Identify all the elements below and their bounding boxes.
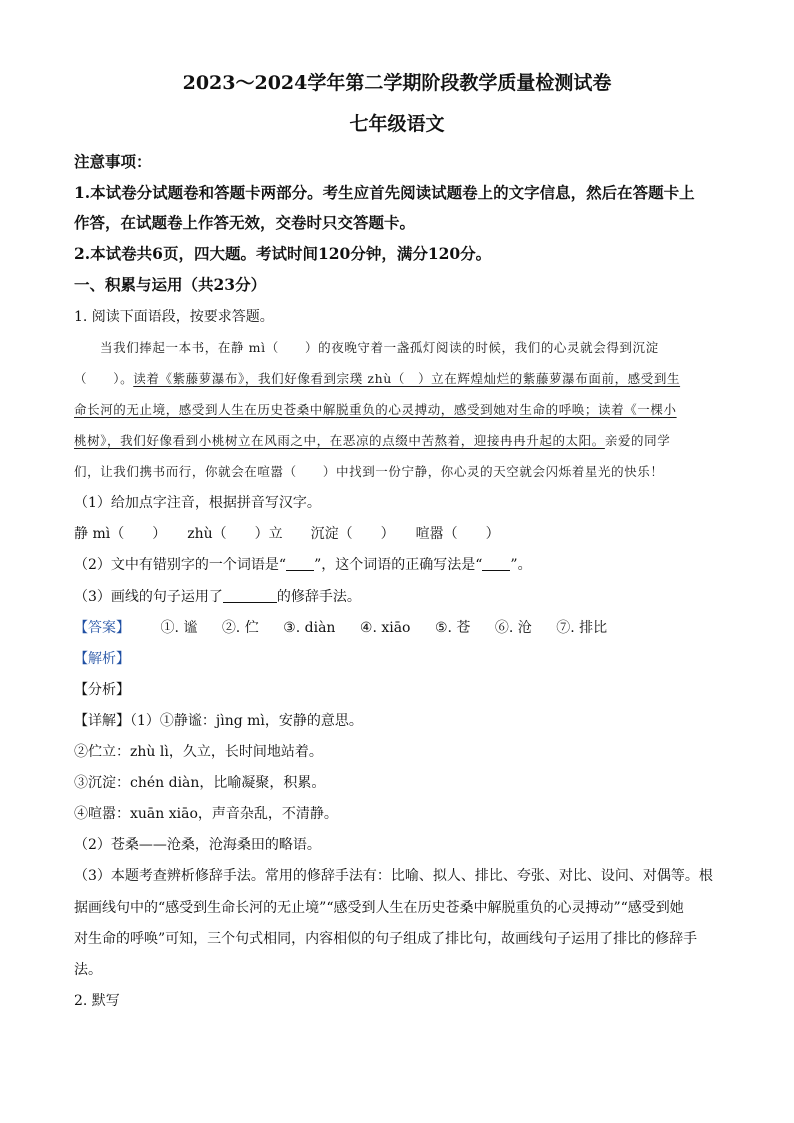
underlined-sentence: 读着《紫藤萝瀑布》，我们好像看到宗璞 zhù（ ）立在辉煌灿烂的紫藤萝瀑布面前，感受到生 [133, 371, 681, 386]
passage-line-4 [74, 431, 670, 451]
notice-item-1-line-1: 1.本试卷分试题卷和答题卡两部分。考生应首先阅读试题卷上的文字信息，然后在答题卡上 [74, 183, 695, 202]
detail-line-3: ③沉淀：chén diàn，比喻凝聚，积累。 [74, 775, 326, 791]
question-1-stem: 1. 阅读下面语段，按要求答题。 [74, 309, 274, 325]
passage-line-1: 当我们捧起一本书，在静 mì（ ）的夜晚守着一盏孤灯阅读的时候，我们的心灵就会得到沉淀 [100, 340, 659, 355]
passage-line-3: 命长河的无止境，感受到人生在历史苍桑中解脱重负的心灵搏动，感受到她对生命的呼唤；读着《一棵小 [74, 402, 677, 417]
detail-line-7: 据画线句中的“感受到生命长河的无止境”“感受到人生在历史苍桑中解脱重负的心灵搏动”“感受到她 [74, 900, 684, 916]
detail-line-9: 法。 [74, 962, 102, 978]
fenxi-label: 【分析】 [74, 682, 130, 698]
answer-item: ⑦. 排比 [556, 620, 608, 636]
answer-item: ②. 伫 [221, 620, 259, 636]
answer-item: ①. 谧 [160, 620, 198, 636]
notice-item-2: 2.本试卷共6页，四大题。考试时间120分钟，满分120分。 [74, 244, 492, 263]
answer-blank [286, 556, 314, 571]
answer-item: ④. xiāo [359, 620, 411, 636]
question-2-stem: 2. 默写 [74, 993, 120, 1009]
passage-line-2 [74, 369, 680, 389]
detail-line-6: （3）本题考查辨析修辞手法。常用的修辞手法有：比喻、拟人、排比、夸张、对比、设问、对偶等。根 [74, 868, 713, 884]
detail-line-4: ④喧嚣：xuān xiāo，声音杂乱，不清静。 [74, 806, 338, 822]
answer-item: ③. diàn [283, 620, 336, 636]
sub-question-2-text: ”，这个词语的正确写法是“ [314, 557, 483, 573]
exam-subtitle: 七年级语文 [349, 113, 445, 135]
answer-row [74, 618, 627, 638]
passage-line-5: 们，让我们携书而行，你就会在喧嚣（ ）中找到一份宁静，你心灵的天空就会闪烁着星光的快乐！ [74, 464, 664, 479]
exam-title: 2023～2024学年第二学期阶段教学质量检测试卷 [182, 72, 612, 94]
answer-blank [482, 556, 510, 571]
sub-question-2-text: （2）文中有错别字的一个词语是“ [74, 557, 287, 573]
sub-question-3-text: 的修辞手法。 [276, 589, 361, 605]
section-heading: 一、积累与运用（共23分） [74, 275, 267, 294]
detail-line-5: （2）苍桑——沧桑，沧海桑田的略语。 [74, 837, 321, 853]
detail-line-8: 对生命的呼唤”可知，三个句式相同，内容相似的句子组成了排比句，故画线句子运用了排比的修辞手 [74, 931, 698, 947]
notice-item-1-line-2: 作答，在试题卷上作答无效，交卷时只交答题卡。 [74, 213, 416, 232]
analysis-label: 【解析】 [74, 651, 130, 667]
detail-line-1: 【详解】（1）①静谧：jìng mì，安静的意思。 [74, 713, 363, 729]
answer-item: ⑤. 苍 [434, 620, 471, 636]
underlined-sentence: 桃树》，我们好像看到小桃树立在风雨之中，在恶凉的点缀中苦熬着，迎接冉冉升起的太阳。 [74, 433, 605, 448]
sub-question-3-text: （3）画线的句子运用了 [74, 589, 223, 605]
answer-item: ⑥. 沧 [494, 620, 532, 636]
detail-line-2: ②伫立：zhù lì，久立，长时间地站着。 [74, 744, 323, 760]
answer-blank [223, 588, 277, 603]
sub-question-2 [74, 555, 532, 575]
sub-question-3 [74, 587, 361, 607]
sub-question-1: （1）给加点字注音，根据拼音写汉字。 [74, 495, 321, 511]
notice-heading: 注意事项： [74, 152, 152, 171]
sub-question-1-items: 静 mì（ ） zhù（ ）立 沉淀（ ） 喧嚣（ ） [74, 526, 500, 542]
answer-label: 【答案】 [74, 620, 130, 636]
passage-text: 亲爱的同学 [604, 433, 671, 448]
passage-text: （ ）。 [74, 371, 134, 386]
sub-question-2-text: ”。 [510, 557, 532, 573]
